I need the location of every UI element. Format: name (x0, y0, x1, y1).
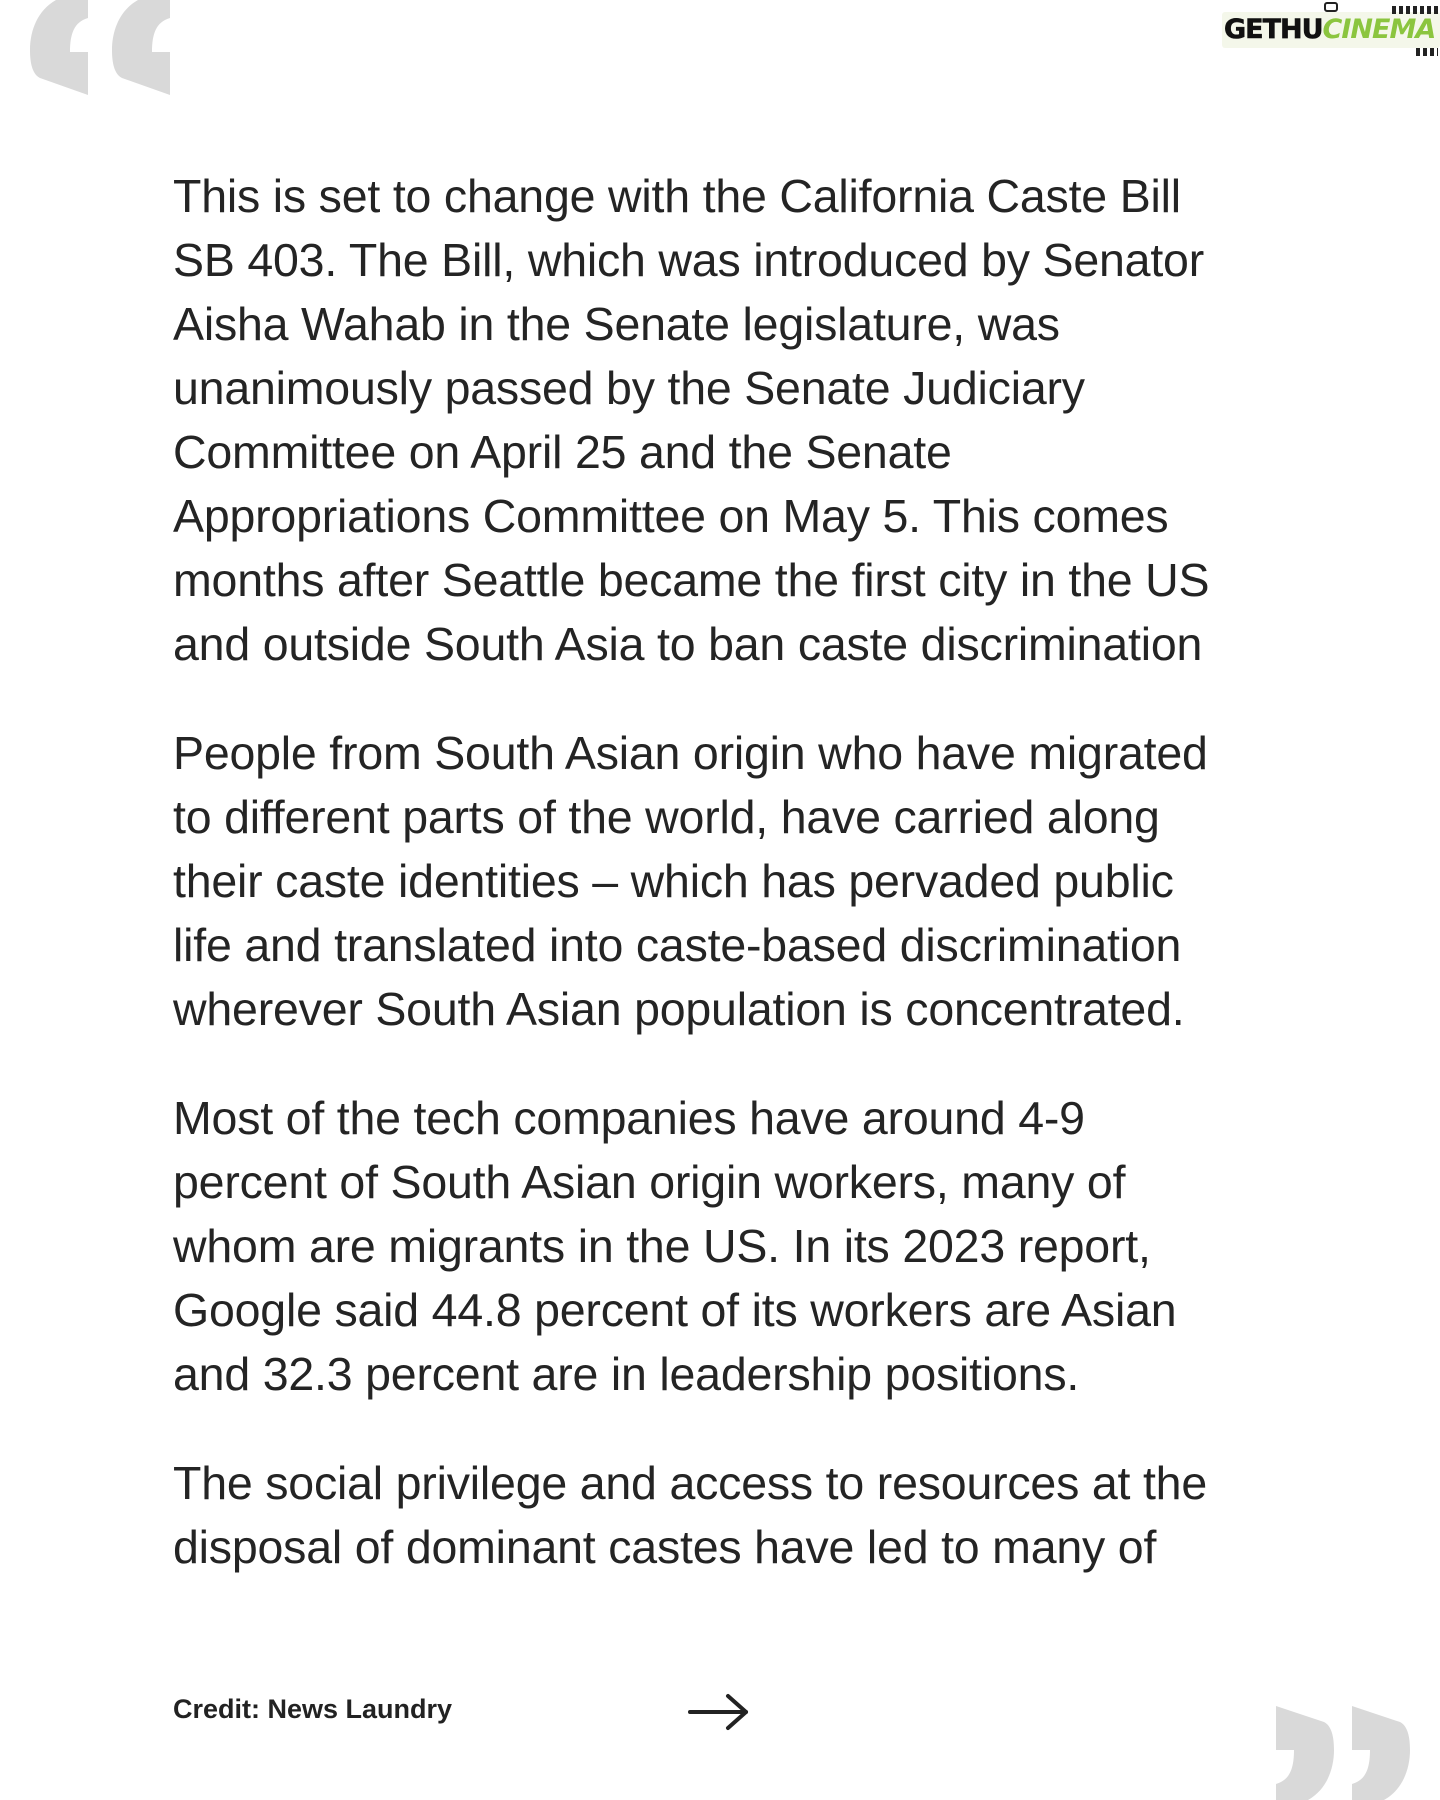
paragraph-2 (173, 721, 1293, 1041)
text-line: and 32.3 percent are in leadership positions. (173, 1348, 1080, 1400)
text-line: and outside South Asia to ban caste discrimination (173, 618, 1203, 670)
arrow-right-icon[interactable] (688, 1690, 752, 1734)
paragraph-3 (173, 1086, 1293, 1406)
text-line: This is set to change with the California Caste Bill (173, 170, 1181, 222)
text-line: unanimously passed by the Senate Judiciary (173, 362, 1085, 414)
text-line: SB 403. The Bill, which was introduced by Senator (173, 234, 1205, 286)
paragraph-4 (173, 1451, 1293, 1579)
paragraph-1 (173, 164, 1293, 676)
text-line: their caste identities – which has pervaded public (173, 855, 1174, 907)
text-line: Most of the tech companies have around 4-9 (173, 1092, 1085, 1144)
camera-icon (1324, 2, 1338, 12)
text-line: Google said 44.8 percent of its workers are Asian (173, 1284, 1177, 1336)
text-line: months after Seattle became the first city in the US (173, 554, 1210, 606)
text-line: disposal of dominant castes have led to many of (173, 1521, 1157, 1573)
article-body (173, 164, 1293, 1624)
text-line: Aisha Wahab in the Senate legislature, was (173, 298, 1060, 350)
text-line: percent of South Asian origin workers, many of (173, 1156, 1126, 1208)
text-line: People from South Asian origin who have migrated (173, 727, 1208, 779)
text-line: wherever South Asian population is concentrated. (173, 983, 1185, 1035)
credit-text: Credit: News Laundry (173, 1694, 453, 1724)
film-strip-icon (1416, 48, 1438, 56)
text-line: Appropriations Committee on May 5. This comes (173, 490, 1169, 542)
logo-part-2: CINEMA (1322, 14, 1436, 45)
close-quote-icon (1268, 1706, 1418, 1800)
text-line: to different parts of the world, have carried along (173, 791, 1160, 843)
text-line: life and translated into caste-based discrimination (173, 919, 1182, 971)
text-line: whom are migrants in the US. In its 2023 report, (173, 1220, 1151, 1272)
open-quote-icon (26, 0, 176, 110)
text-line: The social privilege and access to resources at the (173, 1457, 1208, 1509)
text-line: Committee on April 25 and the Senate (173, 426, 952, 478)
logo-part-1: GETHU (1224, 14, 1323, 45)
film-strip-icon (1392, 6, 1438, 14)
logo-wordmark (1224, 16, 1435, 43)
brand-logo (1222, 2, 1440, 58)
